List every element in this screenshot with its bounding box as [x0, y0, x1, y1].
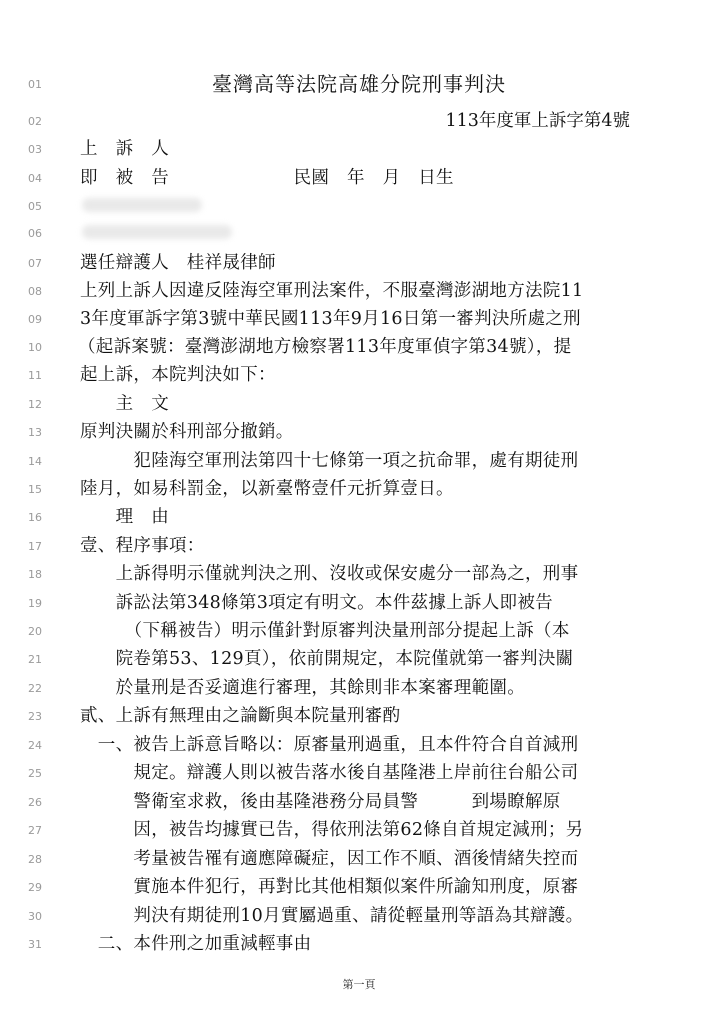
- line-26: [0, 788, 718, 816]
- line-21: [0, 645, 718, 673]
- line-text: 壹、程序事項：: [80, 536, 205, 556]
- line-15: [0, 475, 718, 503]
- line-text: 實施本件犯行，再對比其他相類似案件所諭知刑度，原審: [80, 877, 579, 897]
- page-footer: 第一頁: [342, 978, 376, 991]
- line-19: [0, 589, 718, 617]
- line-10: [0, 333, 718, 361]
- line-number: 02: [28, 115, 42, 128]
- line-text: 判決有期徒刑10月實屬過重、請從輕量刑等語為其辯護。: [80, 906, 584, 926]
- line-number: 14: [28, 455, 42, 468]
- line-number: 24: [28, 739, 42, 752]
- line-number: 19: [28, 597, 42, 610]
- line-number: 18: [28, 568, 42, 581]
- line-number: 26: [28, 796, 42, 809]
- line-text: 上列上訴人因違反陸海空軍刑法案件，不服臺灣澎湖地方法院11: [80, 281, 584, 301]
- line-09: [0, 305, 718, 333]
- line-number: 12: [28, 398, 42, 411]
- line-text: 二、本件刑之加重減輕事由: [80, 934, 312, 954]
- line-number: 30: [28, 910, 42, 923]
- line-08: [0, 277, 718, 305]
- case-number: 113年度軍上訴字第4號: [445, 111, 630, 131]
- line-number: 16: [28, 511, 42, 524]
- line-03: [0, 135, 718, 163]
- line-number: 05: [28, 200, 42, 213]
- line-text: 起上訴，本院判決如下：: [80, 365, 276, 385]
- line-text: 於量刑是否妥適進行審理，其餘則非本案審理範圍。: [80, 678, 525, 698]
- line-16: [0, 503, 718, 531]
- line-number: 21: [28, 653, 42, 666]
- line-text: 陸月，如易科罰金，以新臺幣壹仟元折算壹日。: [80, 479, 454, 499]
- line-14: [0, 447, 718, 475]
- line-number: 15: [28, 483, 42, 496]
- section-heading: 理 由: [80, 507, 169, 527]
- line-number: 22: [28, 682, 42, 695]
- line-07: [0, 249, 718, 277]
- line-number: 04: [28, 172, 42, 185]
- line-12: [0, 390, 718, 418]
- line-02: [0, 107, 718, 135]
- line-text: 即 被 告 民國 年 月 日生: [80, 168, 454, 188]
- line-25: [0, 759, 718, 787]
- line-29: [0, 873, 718, 901]
- line-24: [0, 731, 718, 759]
- line-17: [0, 532, 718, 560]
- line-01: [0, 70, 718, 98]
- line-text: 上訴得明示僅就判決之刑、沒收或保安處分一部為之，刑事: [80, 564, 579, 584]
- line-18: [0, 560, 718, 588]
- line-number: 11: [28, 369, 42, 382]
- redaction-blur: [82, 198, 202, 212]
- line-06: [0, 219, 718, 247]
- line-text: 犯陸海空軍刑法第四十七條第一項之抗命罪，處有期徒刑: [80, 451, 579, 471]
- line-number: 08: [28, 285, 42, 298]
- line-22: [0, 674, 718, 702]
- line-text: （起訴案號：臺灣澎湖地方檢察署113年度軍偵字第34號），提: [78, 337, 572, 357]
- line-text: 一、被告上訴意旨略以：原審量刑過重，且本件符合自首減刑: [80, 735, 579, 755]
- line-number: 01: [28, 78, 42, 91]
- line-20: [0, 617, 718, 645]
- line-number: 20: [28, 625, 42, 638]
- line-23: [0, 702, 718, 730]
- line-number: 03: [28, 143, 42, 156]
- line-number: 10: [28, 341, 42, 354]
- line-text: 選任辯護人 桂祥晟律師: [80, 253, 276, 273]
- line-31: [0, 930, 718, 958]
- line-text: 規定。辯護人則以被告落水後自基隆港上岸前往台船公司: [80, 763, 579, 783]
- line-number: 13: [28, 426, 42, 439]
- document-title: 臺灣高等法院高雄分院刑事判決: [212, 72, 506, 96]
- line-text: 考量被告罹有適應障礙症，因工作不順、酒後情緒失控而: [80, 849, 579, 869]
- line-text: 原判決關於科刑部分撤銷。: [80, 422, 294, 442]
- line-text: （下稱被告）明示僅針對原審判決量刑部分提起上訴（本: [80, 621, 570, 641]
- line-text: 貳、上訴有無理由之論斷與本院量刑審酌: [80, 706, 401, 726]
- line-number: 09: [28, 313, 42, 326]
- line-04: [0, 164, 718, 192]
- line-text: 3年度軍訴字第3號中華民國113年9月16日第一審判決所處之刑: [80, 309, 581, 329]
- line-30: [0, 902, 718, 930]
- redaction-blur: [82, 225, 232, 239]
- line-05: [0, 192, 718, 220]
- line-text: 上 訴 人: [80, 139, 169, 159]
- line-text: 院卷第53、129頁），依前開規定，本院僅就第一審判決關: [80, 649, 574, 669]
- line-number: 25: [28, 767, 42, 780]
- line-text: 警衛室求救，後由基隆港務分局員警 到場瞭解原: [80, 792, 561, 812]
- line-number: 17: [28, 540, 42, 553]
- line-text: 訴訟法第348條第3項定有明文。本件茲據上訴人即被告: [80, 593, 553, 613]
- line-11: [0, 361, 718, 389]
- line-28: [0, 845, 718, 873]
- line-number: 31: [28, 938, 42, 951]
- line-text: 因，被告均據實已告，得依刑法第62條自首規定減刑；另: [80, 820, 584, 840]
- line-number: 23: [28, 710, 42, 723]
- line-13: [0, 418, 718, 446]
- line-27: [0, 816, 718, 844]
- line-number: 27: [28, 824, 42, 837]
- section-heading: 主 文: [80, 394, 169, 414]
- line-number: 06: [28, 227, 42, 240]
- line-number: 28: [28, 853, 42, 866]
- line-number: 29: [28, 881, 42, 894]
- line-number: 07: [28, 257, 42, 270]
